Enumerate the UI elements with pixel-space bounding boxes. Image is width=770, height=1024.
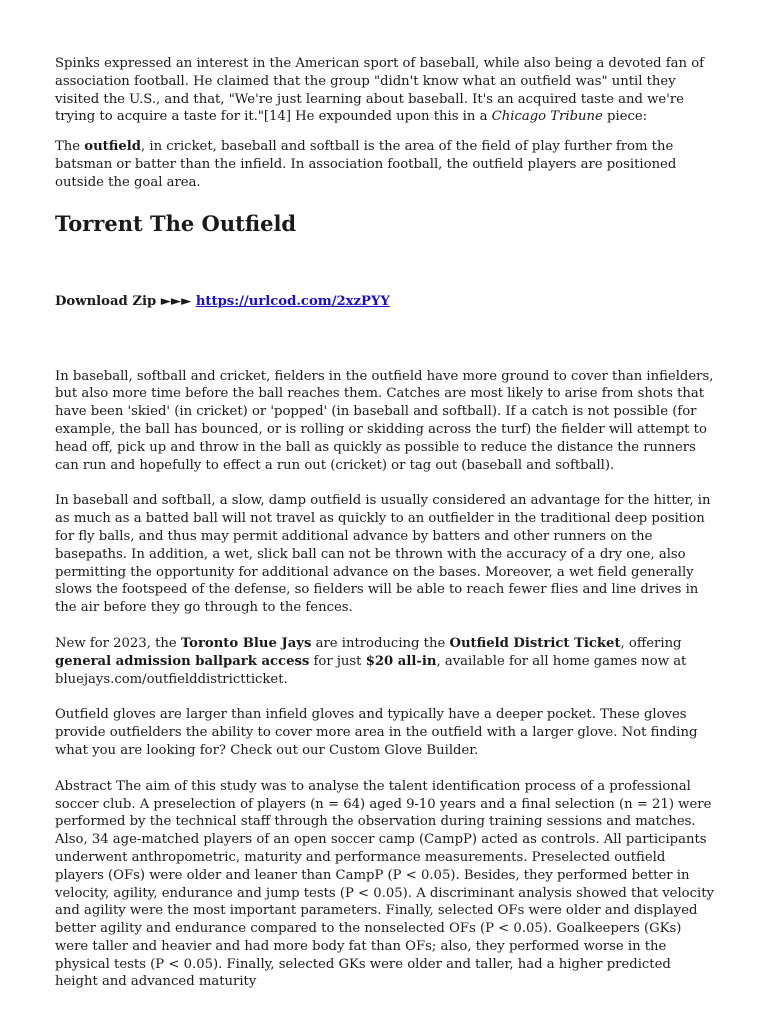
intro-text-end: piece: xyxy=(602,109,648,125)
text-run: New for 2023, the xyxy=(55,635,181,651)
intro-paragraph-1 xyxy=(55,55,717,126)
document-page xyxy=(55,55,717,1009)
page-title: Torrent The Outfield xyxy=(55,210,297,236)
download-line xyxy=(55,293,717,311)
body-paragraph-fielders: In baseball, softball and cricket, fielders in the outfield have more ground to cover than infielders, but also more time before the ball reaches them. Catches are most likely to arise from shots that have been 'skied' (in cricket) or 'popped' (in baseball and softball). If a catch is not possible (for example, the ball has bounced, or is rolling or skidding across the turf) the fielder will attempt to head off, pick up and throw in the ball as quickly as possible to reduce the distance the runners can run and hopefully to effect a run out (cricket) or tag out (baseball and softball). xyxy=(55,368,714,473)
text-run: , available for all home games now at bluejays.com/outfielddistrictticket. xyxy=(55,653,687,687)
text-run: for just xyxy=(309,653,366,669)
text-run: are introducing the xyxy=(311,635,450,651)
intro-paragraph-2 xyxy=(55,138,717,191)
ticket-price: $20 all-in xyxy=(365,653,437,669)
text-run: , offering xyxy=(620,635,682,651)
body-paragraph-wet-outfield: In baseball and softball, a slow, damp outfield is usually considered an advantage for the hitter, in as much as a batted ball will not travel as quickly to an outfielder in the traditional deep position for fly balls, and thus may permit additional advance by batters and other runners on the basepaths. In addition, a wet, slick ball can not be thrown with the accuracy of a dry one, also permitting the opportunity for additional advance on the bases. Moreover, a wet field generally slows the footspeed of the defense, so fielders will be able to reach fewer flies and line drives in the air before they go through to the fences. xyxy=(55,493,711,616)
download-label: Download Zip ►►► xyxy=(55,293,196,309)
outfield-term: outfield xyxy=(84,139,141,155)
team-name: Toronto Blue Jays xyxy=(180,635,312,651)
body-paragraph-blue-jays xyxy=(55,635,717,688)
chicago-tribune-title: Chicago Tribune xyxy=(491,109,603,125)
definition-lead: The xyxy=(55,139,85,155)
access-type: general admission ballpark access xyxy=(55,653,310,669)
definition-text: , in cricket, baseball and softball is the area of the field of play further from the batsman or batter than the infield. In association football, the outfield players are positioned outside the goal area. xyxy=(55,139,677,190)
body-paragraph-abstract: Abstract The aim of this study was to analyse the talent identification process of a professional soccer club. A preselection of players (n = 64) aged 9-10 years and a final selection (n = 21) were performed by the technical staff through the observation during training sessions and matches. Also, 34 age-matched players of an open soccer camp (CampP) acted as controls. All participants underwent anthropometric, maturity and performance measurements. Preselected outfield players (OFs) were older and leaner than CampP (P < 0.05). Besides, they performed better in velocity, agility, endurance and jump tests (P < 0.05). A discriminant analysis showed that velocity and agility were the most important parameters. Finally, selected OFs were older and displayed better agility and endurance compared to the nonselected OFs (P < 0.05). Goalkeepers (GKs) were taller and heavier and had more body fat than OFs; also, they performed worse in the physical tests (P < 0.05). Finally, selected GKs were older and taller, had a higher predicted height and advanced maturity xyxy=(55,778,714,990)
ticket-name: Outfield District Ticket xyxy=(449,635,621,651)
intro-text: Spinks expressed an interest in the American sport of baseball, while also being a devoted fan of association football. He claimed that the group "didn't know what an outfield was" until they visited the U.S., and that, "We're just learning about baseball. It's an acquired taste and we're trying to acquire a taste for it."[14] He expounded upon this in a xyxy=(55,56,705,125)
body-paragraph-gloves: Outfield gloves are larger than infield gloves and typically have a deeper pocket. These gloves provide outfielders the ability to cover more area in the outfield with a larger glove. Not finding what you are looking for? Check out our Custom Glove Builder. xyxy=(55,707,698,758)
spacer xyxy=(55,311,717,368)
download-link[interactable]: https://urlcod.com/2xzPYY xyxy=(195,293,390,309)
